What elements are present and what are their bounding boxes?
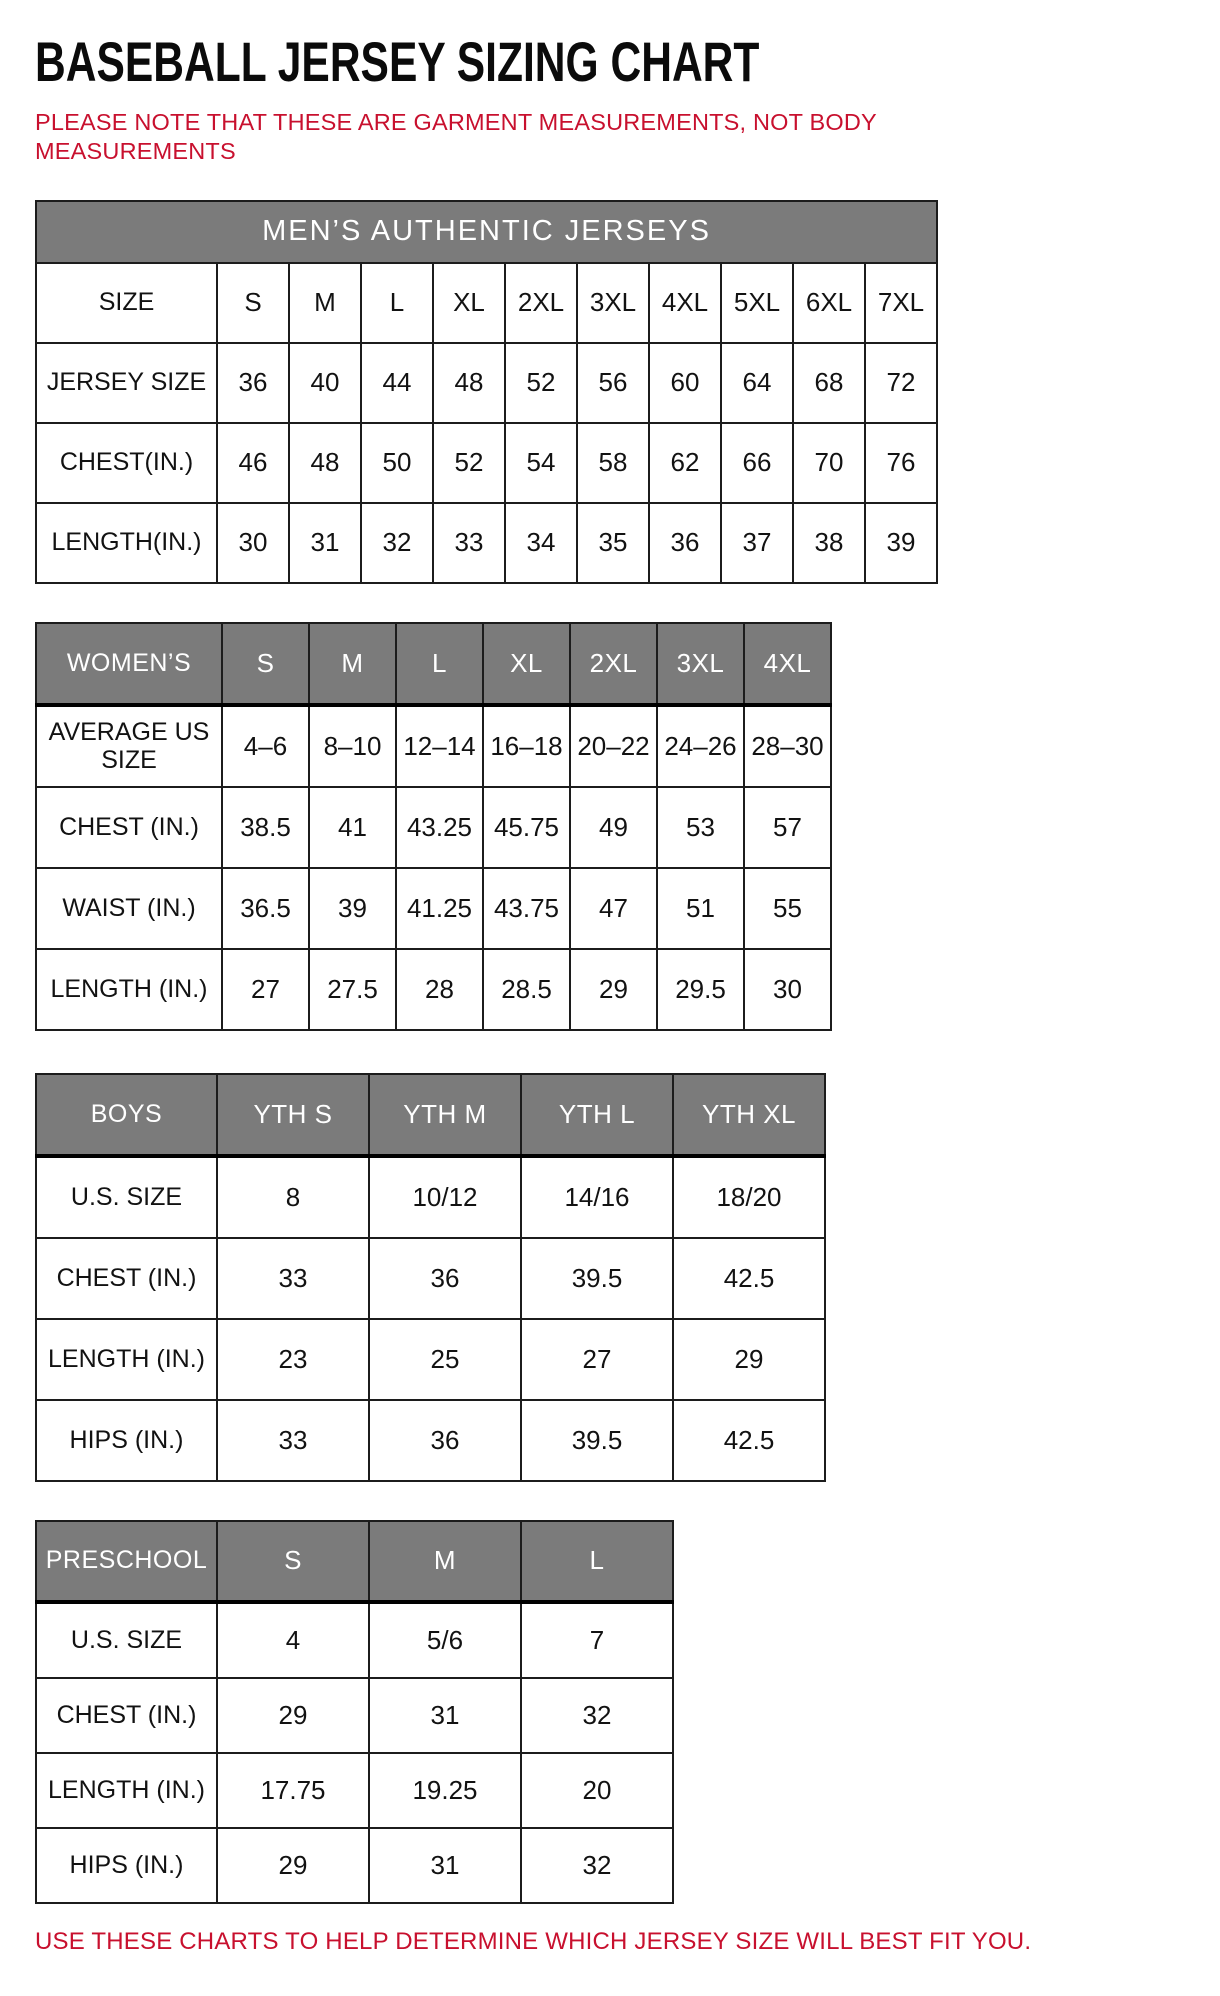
value-cell: 43.25 bbox=[396, 787, 483, 868]
garment-measurements-note: PLEASE NOTE THAT THESE ARE GARMENT MEASUREMENTS, NOT BODY MEASUREMENTS bbox=[35, 109, 877, 164]
value-cell: 17.75 bbox=[217, 1753, 369, 1828]
value-cell: 31 bbox=[369, 1678, 521, 1753]
footer-note: USE THESE CHARTS TO HELP DETERMINE WHICH JERSEY SIZE WILL BEST FIT YOU. bbox=[35, 1927, 1032, 1955]
value-cell: 7 bbox=[521, 1602, 673, 1678]
table-row bbox=[36, 705, 831, 787]
table-row bbox=[36, 1400, 825, 1481]
column-header: L bbox=[396, 623, 483, 705]
table-row bbox=[36, 503, 937, 583]
value-cell: 76 bbox=[865, 423, 937, 503]
row-label: U.S. SIZE bbox=[36, 1156, 217, 1238]
value-cell: 38.5 bbox=[222, 787, 309, 868]
column-header: S bbox=[217, 1521, 369, 1602]
value-cell: 31 bbox=[369, 1828, 521, 1903]
column-header: YTH L bbox=[521, 1074, 673, 1156]
value-cell: 39 bbox=[309, 868, 396, 949]
value-cell: 36 bbox=[217, 343, 289, 423]
value-cell: 29 bbox=[217, 1828, 369, 1903]
column-header: 4XL bbox=[744, 623, 831, 705]
boys-corner-label: BOYS bbox=[36, 1074, 217, 1156]
value-cell: 70 bbox=[793, 423, 865, 503]
table-row bbox=[36, 1828, 673, 1903]
value-cell: 52 bbox=[433, 423, 505, 503]
value-cell: 31 bbox=[289, 503, 361, 583]
value-cell: 56 bbox=[577, 343, 649, 423]
value-cell: 57 bbox=[744, 787, 831, 868]
value-cell: 39.5 bbox=[521, 1400, 673, 1481]
value-cell: 48 bbox=[289, 423, 361, 503]
column-header: M bbox=[309, 623, 396, 705]
table-row bbox=[36, 423, 937, 503]
column-header: S bbox=[217, 263, 289, 343]
row-label: LENGTH (IN.) bbox=[36, 1753, 217, 1828]
value-cell: 62 bbox=[649, 423, 721, 503]
value-cell: 72 bbox=[865, 343, 937, 423]
column-header: L bbox=[521, 1521, 673, 1602]
value-cell: 29 bbox=[217, 1678, 369, 1753]
header-row bbox=[36, 263, 937, 343]
value-cell: 8–10 bbox=[309, 705, 396, 787]
value-cell: 18/20 bbox=[673, 1156, 825, 1238]
page-title-text: BASEBALL JERSEY SIZING CHART bbox=[35, 30, 760, 93]
value-cell: 32 bbox=[361, 503, 433, 583]
row-label: LENGTH(IN.) bbox=[36, 503, 217, 583]
value-cell: 28–30 bbox=[744, 705, 831, 787]
table-row bbox=[36, 787, 831, 868]
value-cell: 44 bbox=[361, 343, 433, 423]
value-cell: 41.25 bbox=[396, 868, 483, 949]
column-header: 7XL bbox=[865, 263, 937, 343]
row-label: HIPS (IN.) bbox=[36, 1828, 217, 1903]
table-row bbox=[36, 1238, 825, 1319]
column-header: L bbox=[361, 263, 433, 343]
value-cell: 37 bbox=[721, 503, 793, 583]
value-cell: 42.5 bbox=[673, 1238, 825, 1319]
row-label: CHEST (IN.) bbox=[36, 1678, 217, 1753]
value-cell: 20–22 bbox=[570, 705, 657, 787]
value-cell: 36.5 bbox=[222, 868, 309, 949]
value-cell: 35 bbox=[577, 503, 649, 583]
value-cell: 32 bbox=[521, 1828, 673, 1903]
preschool-size-table bbox=[35, 1520, 674, 1904]
value-cell: 36 bbox=[649, 503, 721, 583]
row-label: LENGTH (IN.) bbox=[36, 1319, 217, 1400]
value-cell: 47 bbox=[570, 868, 657, 949]
value-cell: 29 bbox=[570, 949, 657, 1030]
mens-corner-label: SIZE bbox=[36, 263, 217, 343]
value-cell: 41 bbox=[309, 787, 396, 868]
value-cell: 43.75 bbox=[483, 868, 570, 949]
value-cell: 20 bbox=[521, 1753, 673, 1828]
mens-banner: MEN’S AUTHENTIC JERSEYS bbox=[36, 201, 937, 263]
size-tables-container bbox=[35, 200, 1190, 1904]
row-label: U.S. SIZE bbox=[36, 1602, 217, 1678]
table-row bbox=[36, 1678, 673, 1753]
value-cell: 29 bbox=[673, 1319, 825, 1400]
header-row bbox=[36, 1521, 673, 1602]
value-cell: 24–26 bbox=[657, 705, 744, 787]
row-label: CHEST (IN.) bbox=[36, 787, 222, 868]
column-header: YTH S bbox=[217, 1074, 369, 1156]
value-cell: 33 bbox=[433, 503, 505, 583]
column-header: S bbox=[222, 623, 309, 705]
column-header: M bbox=[289, 263, 361, 343]
value-cell: 55 bbox=[744, 868, 831, 949]
value-cell: 48 bbox=[433, 343, 505, 423]
row-label: HIPS (IN.) bbox=[36, 1400, 217, 1481]
value-cell: 50 bbox=[361, 423, 433, 503]
value-cell: 27 bbox=[521, 1319, 673, 1400]
value-cell: 58 bbox=[577, 423, 649, 503]
value-cell: 32 bbox=[521, 1678, 673, 1753]
value-cell: 12–14 bbox=[396, 705, 483, 787]
value-cell: 23 bbox=[217, 1319, 369, 1400]
value-cell: 36 bbox=[369, 1400, 521, 1481]
table-row bbox=[36, 1156, 825, 1238]
value-cell: 52 bbox=[505, 343, 577, 423]
row-label: AVERAGE US SIZE bbox=[36, 705, 222, 787]
value-cell: 10/12 bbox=[369, 1156, 521, 1238]
column-header: M bbox=[369, 1521, 521, 1602]
preschool-corner-label: PRESCHOOL bbox=[36, 1521, 217, 1602]
value-cell: 38 bbox=[793, 503, 865, 583]
value-cell: 54 bbox=[505, 423, 577, 503]
value-cell: 28 bbox=[396, 949, 483, 1030]
row-label: JERSEY SIZE bbox=[36, 343, 217, 423]
row-label: WAIST (IN.) bbox=[36, 868, 222, 949]
column-header: 4XL bbox=[649, 263, 721, 343]
value-cell: 25 bbox=[369, 1319, 521, 1400]
value-cell: 27.5 bbox=[309, 949, 396, 1030]
mens-size-table bbox=[35, 200, 938, 584]
value-cell: 60 bbox=[649, 343, 721, 423]
value-cell: 66 bbox=[721, 423, 793, 503]
value-cell: 39.5 bbox=[521, 1238, 673, 1319]
column-header: 3XL bbox=[657, 623, 744, 705]
table-row bbox=[36, 868, 831, 949]
column-header: YTH M bbox=[369, 1074, 521, 1156]
row-label: LENGTH (IN.) bbox=[36, 949, 222, 1030]
value-cell: 53 bbox=[657, 787, 744, 868]
value-cell: 28.5 bbox=[483, 949, 570, 1030]
column-header: 3XL bbox=[577, 263, 649, 343]
value-cell: 14/16 bbox=[521, 1156, 673, 1238]
value-cell: 8 bbox=[217, 1156, 369, 1238]
value-cell: 33 bbox=[217, 1400, 369, 1481]
header-row bbox=[36, 623, 831, 705]
value-cell: 46 bbox=[217, 423, 289, 503]
value-cell: 5/6 bbox=[369, 1602, 521, 1678]
value-cell: 4–6 bbox=[222, 705, 309, 787]
value-cell: 30 bbox=[217, 503, 289, 583]
value-cell: 34 bbox=[505, 503, 577, 583]
row-label: CHEST (IN.) bbox=[36, 1238, 217, 1319]
womens-size-table bbox=[35, 622, 832, 1031]
value-cell: 68 bbox=[793, 343, 865, 423]
value-cell: 30 bbox=[744, 949, 831, 1030]
value-cell: 40 bbox=[289, 343, 361, 423]
table-row bbox=[36, 1319, 825, 1400]
column-header: 2XL bbox=[505, 263, 577, 343]
table-row bbox=[36, 949, 831, 1030]
row-label: CHEST(IN.) bbox=[36, 423, 217, 503]
value-cell: 16–18 bbox=[483, 705, 570, 787]
header-row bbox=[36, 1074, 825, 1156]
table-row bbox=[36, 343, 937, 423]
value-cell: 19.25 bbox=[369, 1753, 521, 1828]
value-cell: 64 bbox=[721, 343, 793, 423]
column-header: 6XL bbox=[793, 263, 865, 343]
value-cell: 4 bbox=[217, 1602, 369, 1678]
page-title bbox=[35, 30, 1190, 93]
table-row bbox=[36, 1753, 673, 1828]
value-cell: 27 bbox=[222, 949, 309, 1030]
value-cell: 42.5 bbox=[673, 1400, 825, 1481]
table-row bbox=[36, 1602, 673, 1678]
column-header: 2XL bbox=[570, 623, 657, 705]
womens-corner-label: WOMEN’S bbox=[36, 623, 222, 705]
value-cell: 51 bbox=[657, 868, 744, 949]
boys-size-table bbox=[35, 1073, 826, 1482]
value-cell: 36 bbox=[369, 1238, 521, 1319]
value-cell: 45.75 bbox=[483, 787, 570, 868]
banner-row bbox=[36, 201, 937, 263]
column-header: 5XL bbox=[721, 263, 793, 343]
value-cell: 29.5 bbox=[657, 949, 744, 1030]
value-cell: 33 bbox=[217, 1238, 369, 1319]
value-cell: 49 bbox=[570, 787, 657, 868]
column-header: YTH XL bbox=[673, 1074, 825, 1156]
value-cell: 39 bbox=[865, 503, 937, 583]
column-header: XL bbox=[483, 623, 570, 705]
column-header: XL bbox=[433, 263, 505, 343]
